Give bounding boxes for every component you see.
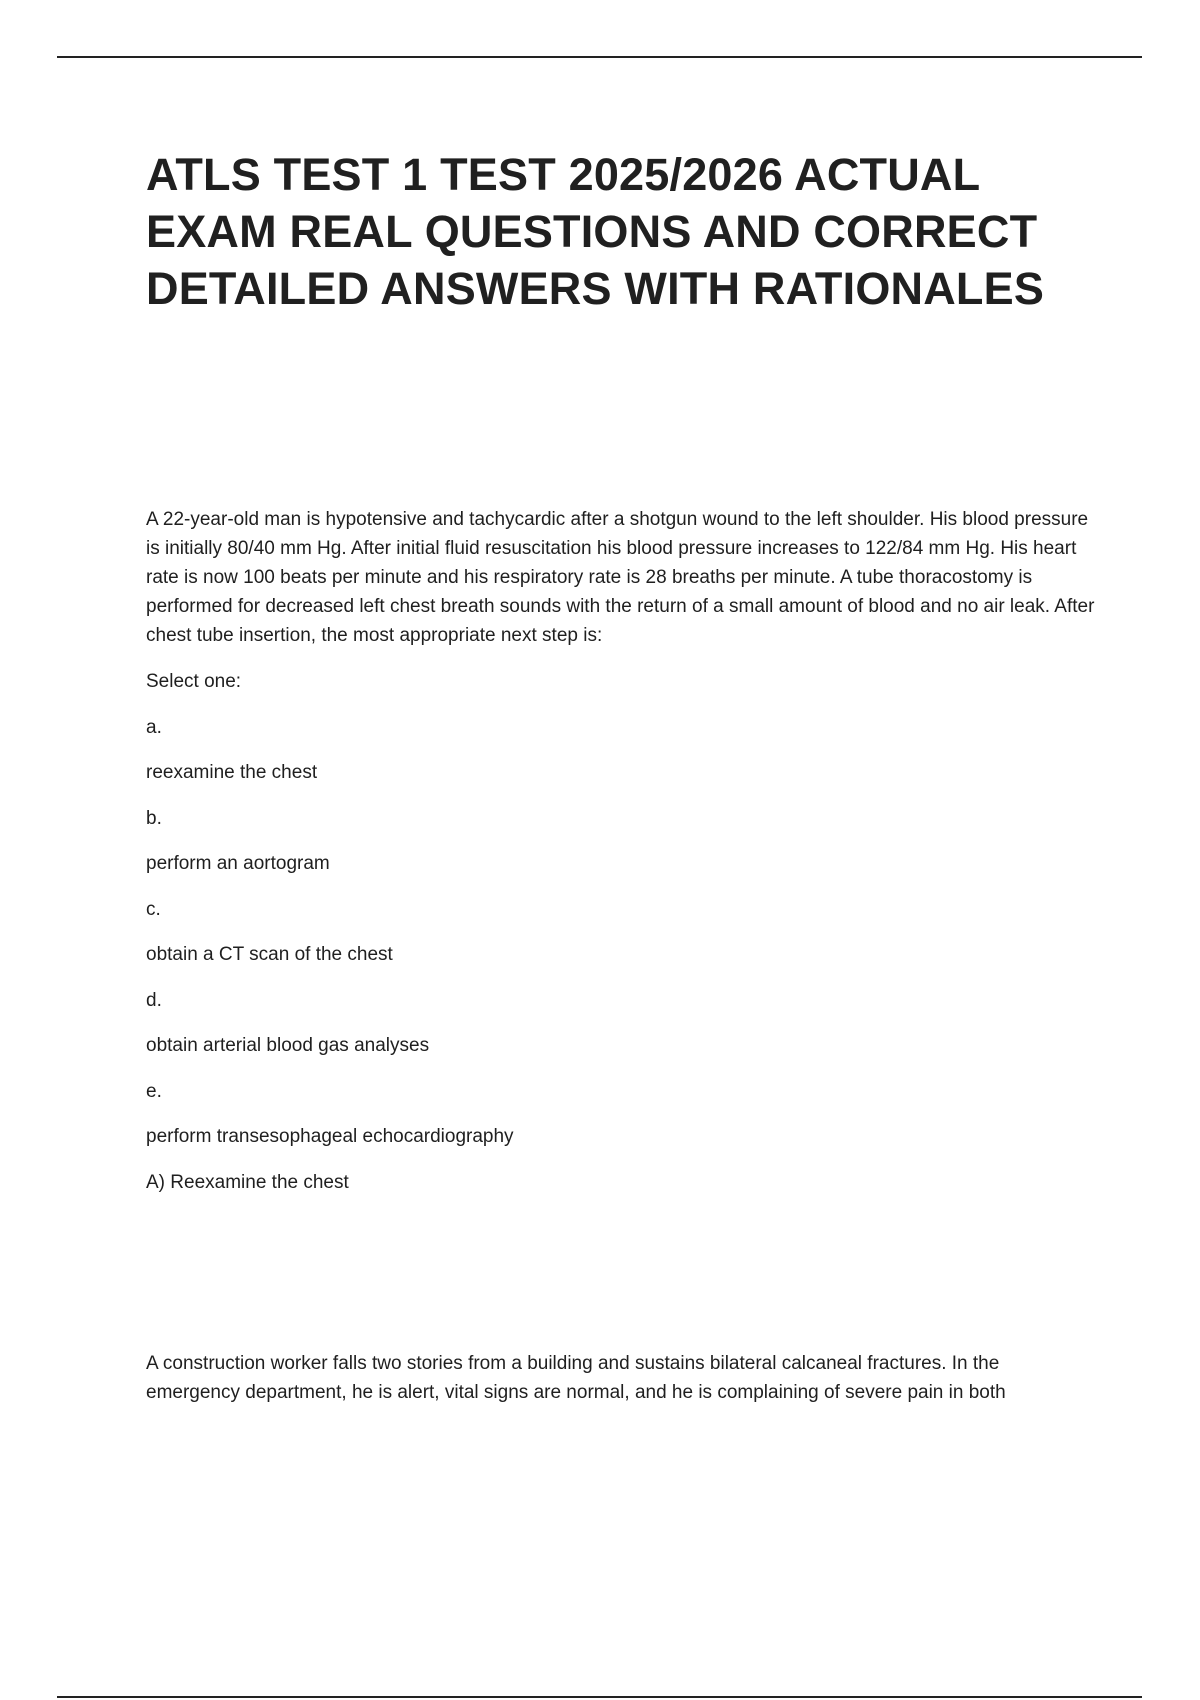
option-d-text: obtain arterial blood gas analyses xyxy=(146,1035,430,1056)
top-rule xyxy=(57,56,1142,58)
option-a-text: reexamine the chest xyxy=(146,762,318,783)
bottom-rule xyxy=(57,1696,1142,1698)
option-a-label: a. xyxy=(146,717,162,738)
document-title: ATLS TEST 1 TEST 2025/2026 ACTUAL EXAM REAL QUESTIONS AND CORRECT DETAILED ANSWERS WITH RATIONALES xyxy=(146,149,1045,314)
option-e-text: perform transesophageal echocardiography xyxy=(146,1126,514,1147)
question-2-text: A construction worker falls two stories from a building and sustains bilateral calcaneal fractures. In the emergency department, he is alert, vital signs are normal, and he is complaining of severe pain in both xyxy=(146,1353,1006,1403)
option-e-label: e. xyxy=(146,1081,162,1102)
question-1-answer: A) Reexamine the chest xyxy=(146,1172,349,1193)
question-1-text: A 22-year-old man is hypotensive and tachycardic after a shotgun wound to the left shoulder. His blood pressure is initially 80/40 mm Hg. After initial fluid resuscitation his blood pressure increases to 122/84 mm Hg. His heart rate is now 100 beats per minute and his respiratory rate is 28 breaths per minute. A tube thoracostomy is performed for decreased left chest breath sounds with the return of a small amount of blood and no air leak. After chest tube insertion, the most appropriate next step is: xyxy=(146,509,1095,646)
option-b-label: b. xyxy=(146,808,162,829)
option-d-label: d. xyxy=(146,990,162,1011)
question-1-prompt: Select one: xyxy=(146,671,242,692)
option-b-text: perform an aortogram xyxy=(146,853,330,874)
option-c-text: obtain a CT scan of the chest xyxy=(146,944,393,965)
option-c-label: c. xyxy=(146,899,161,920)
